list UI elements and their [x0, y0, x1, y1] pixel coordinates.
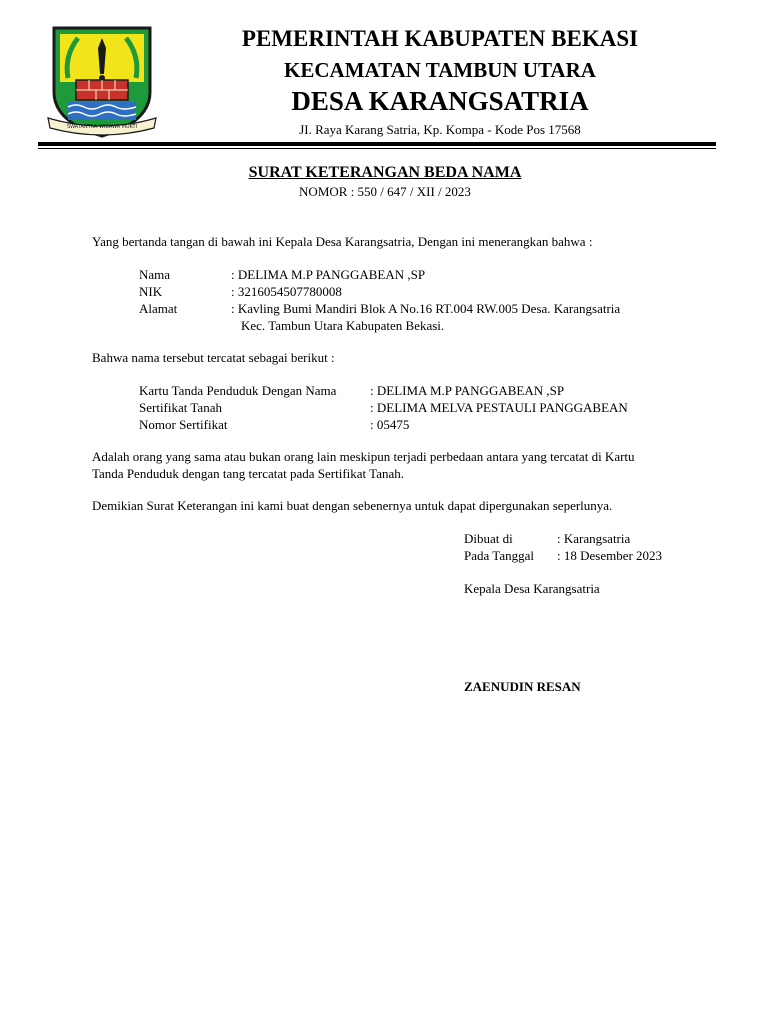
value-nik: : 3216054507780008	[231, 284, 342, 299]
intro-text: Yang bertanda tangan di bawah ini Kepala Desa Karangsatria, Dengan ini menerangkan bahwa :	[92, 234, 593, 249]
logo-motto: SWATANTRA WIBAWA MUKTI	[66, 124, 138, 130]
header-divider-thin	[38, 148, 716, 149]
header-government: PEMERINTAH KABUPATEN BEKASI	[241, 26, 639, 51]
header-district: KECAMATAN TAMBUN UTARA	[284, 58, 596, 82]
regency-logo	[46, 22, 158, 140]
value-ktp: : DELIMA M.P PANGGABEAN ,SP	[370, 383, 565, 398]
label-nomor-sertifikat: Nomor Sertifikat	[139, 417, 228, 432]
paragraph-line1: Adalah orang yang sama atau bukan orang lain meskipun terjadi perbedaan antara yang tercatat di Kartu	[92, 449, 635, 464]
date-value: : 18 Desember 2023	[557, 548, 663, 563]
label-sertifikat: Sertifikat Tanah	[139, 400, 222, 415]
header-divider-thick	[38, 142, 716, 146]
header-address: JI. Raya Karang Satria, Kp. Kompa - Kode Pos 17568	[299, 122, 581, 137]
letter-title: SURAT KETERANGAN BEDA NAMA	[248, 164, 522, 181]
paragraph-line2: Tanda Penduduk dengan tang tercatat pada Sertifikat Tanah.	[92, 466, 404, 481]
label-ktp: Kartu Tanda Penduduk Dengan Nama	[139, 383, 337, 398]
value-nomor-sertifikat: : 05475	[370, 417, 410, 432]
closing-text: Demikian Surat Keterangan ini kami buat dengan sebenernya untuk dapat dipergunakan seperlunya.	[92, 498, 613, 513]
date-label: Pada Tanggal	[464, 548, 534, 563]
signer-position: Kepala Desa Karangsatria	[464, 581, 600, 596]
label-alamat: Alamat	[139, 301, 178, 316]
letter-number: NOMOR : 550 / 647 / XII / 2023	[299, 184, 471, 199]
value-alamat: : Kavling Bumi Mandiri Blok A No.16 RT.004 RW.005 Desa. Karangsatria	[231, 301, 621, 316]
place-value: : Karangsatria	[557, 531, 631, 546]
place-label: Dibuat di	[464, 531, 513, 546]
value-sertifikat: : DELIMA MELVA PESTAULI PANGGABEAN	[370, 400, 628, 415]
label-nama: Nama	[139, 267, 171, 282]
label-nik: NIK	[139, 284, 163, 299]
value-alamat-line2: Kec. Tambun Utara Kabupaten Bekasi.	[241, 318, 445, 333]
signer-name: ZAENUDIN RESAN	[464, 679, 581, 694]
recorded-intro: Bahwa nama tersebut tercatat sebagai berikut :	[92, 350, 335, 365]
header-village: DESA KARANGSATRIA	[291, 86, 589, 116]
value-nama: : DELIMA M.P PANGGABEAN ,SP	[231, 267, 426, 282]
